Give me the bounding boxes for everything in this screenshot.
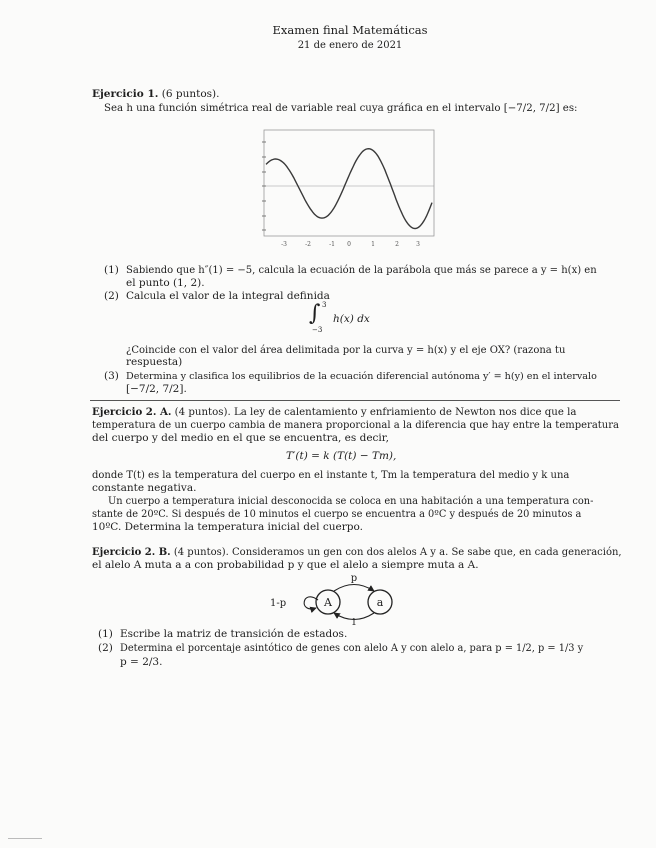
self-loop-label: 1-p xyxy=(270,598,287,609)
integral-upper-limit: 3 xyxy=(322,301,327,309)
markov-diagram xyxy=(268,572,418,628)
ex1-item2-text: Calcula el valor de la integral definida xyxy=(126,290,330,302)
function-curve xyxy=(266,149,432,229)
ex1-item2-label: (2) xyxy=(104,290,119,302)
state-label-A: A xyxy=(324,596,332,609)
exam-date: 21 de enero de 2021 xyxy=(297,40,403,51)
ex1-points: (6 puntos). xyxy=(161,88,220,100)
ex2a-line3: del cuerpo y del medio en el que se encuentra, es decir, xyxy=(92,432,389,444)
ex2a-line2: temperatura de un cuerpo cambia de manera proporcional a la diferencia que hay entre la temperatura xyxy=(92,420,619,431)
ex2b-item2-line1: Determina el porcentaje asintótico de genes con alelo A y con alelo a, para p = 1/2, p = 1/3 y xyxy=(120,643,584,654)
ex2b-points: (4 puntos). xyxy=(173,547,229,558)
ex2a-line8: 10ºC. Determina la temperatura inicial del cuerpo. xyxy=(92,521,363,533)
ex2b-item2-label: (2) xyxy=(98,642,113,654)
ex2a-line7: stante de 20ºC. Si después de 10 minutos el cuerpo se encuentra a 0ºC y después de 20 minutos a xyxy=(92,509,582,520)
ex1-heading: Ejercicio 1. xyxy=(92,88,159,100)
ex2b-item2-line2: p = 2/3. xyxy=(120,656,163,668)
x-tick-label: 1 xyxy=(371,241,375,248)
integral-sign: ∫ xyxy=(309,301,321,326)
ex2a-heading: Ejercicio 2. A. xyxy=(92,406,172,418)
ex1-intro: Sea h una función simétrica real de variable real cuya gráfica en el intervalo [−7/2, 7/2] es: xyxy=(104,103,578,114)
ex1-item1-label: (1) xyxy=(104,264,119,276)
ex2a-first-line xyxy=(92,406,576,419)
footer-mark xyxy=(8,838,42,839)
ex1-item3-line1: Determina y clasifica los equilibrios de la ecuación diferencial autónoma y′ = h(y) en el intervalo xyxy=(126,371,597,382)
ex2b-line1: Consideramos un gen con dos alelos A y a. Se sabe que, en cada generación, xyxy=(232,547,622,558)
integral-lower-limit: −3 xyxy=(312,326,323,334)
x-tick-label: -3 xyxy=(281,241,287,248)
ex2b-item1-text: Escribe la matriz de transición de estados. xyxy=(120,628,348,640)
function-plot xyxy=(248,128,438,250)
edge-label-p: p xyxy=(350,573,358,584)
x-tick-label: -2 xyxy=(305,241,311,248)
integral-body: h(x) dx xyxy=(333,313,370,325)
ex2a-points: (4 puntos). xyxy=(174,407,231,418)
exam-title: Examen final Matemáticas xyxy=(272,23,428,37)
ex2b-line2: el alelo A muta a a con probabilidad p y que el alelo a siempre muta a A. xyxy=(92,559,479,571)
ex2a-line5: constante negativa. xyxy=(92,482,197,494)
ex1-item2-question-line2: respuesta) xyxy=(126,356,183,368)
ex2a-line1: La ley de calentamiento y enfriamiento de Newton nos dice que la xyxy=(233,407,577,418)
ex2b-heading: Ejercicio 2. B. xyxy=(92,547,171,558)
x-tick-label: 0 xyxy=(347,241,351,248)
ex2b-first-line xyxy=(92,546,622,559)
ex1-item3-label: (3) xyxy=(104,370,119,382)
ex1-heading-line xyxy=(92,88,219,101)
ex1-item1-line2: el punto (1, 2). xyxy=(126,277,205,289)
x-tick-label: -1 xyxy=(329,241,335,248)
ex2b-item1-label: (1) xyxy=(98,628,113,640)
x-tick-label: 2 xyxy=(395,241,399,248)
x-tick-label: 3 xyxy=(416,241,420,248)
edge-label-1: 1 xyxy=(351,618,357,628)
section-divider xyxy=(90,400,620,401)
state-label-a: a xyxy=(376,596,384,609)
newton-equation: T′(t) = k (T(t) − Tm), xyxy=(286,450,397,462)
ex2a-line6: Un cuerpo a temperatura inicial desconocida se coloca en una habitación a una temperatura con- xyxy=(108,496,594,507)
ex1-item3-line2: [−7/2, 7/2]. xyxy=(126,383,187,395)
plot-frame xyxy=(264,130,434,236)
ex2a-line4: donde T(t) es la temperatura del cuerpo en el instante t, Tm la temperatura del medio y k una xyxy=(92,470,570,481)
edge-A-to-a xyxy=(334,585,374,592)
plot-x-tick-labels xyxy=(281,241,420,248)
ex1-item2-question-line1: ¿Coincide con el valor del área delimitada por la curva y = h(x) y el eje OX? (razona tu xyxy=(126,345,566,356)
ex1-item1-line1: Sabiendo que h″(1) = −5, calcula la ecuación de la parábola que más se parece a y = h(x) en xyxy=(126,265,597,276)
